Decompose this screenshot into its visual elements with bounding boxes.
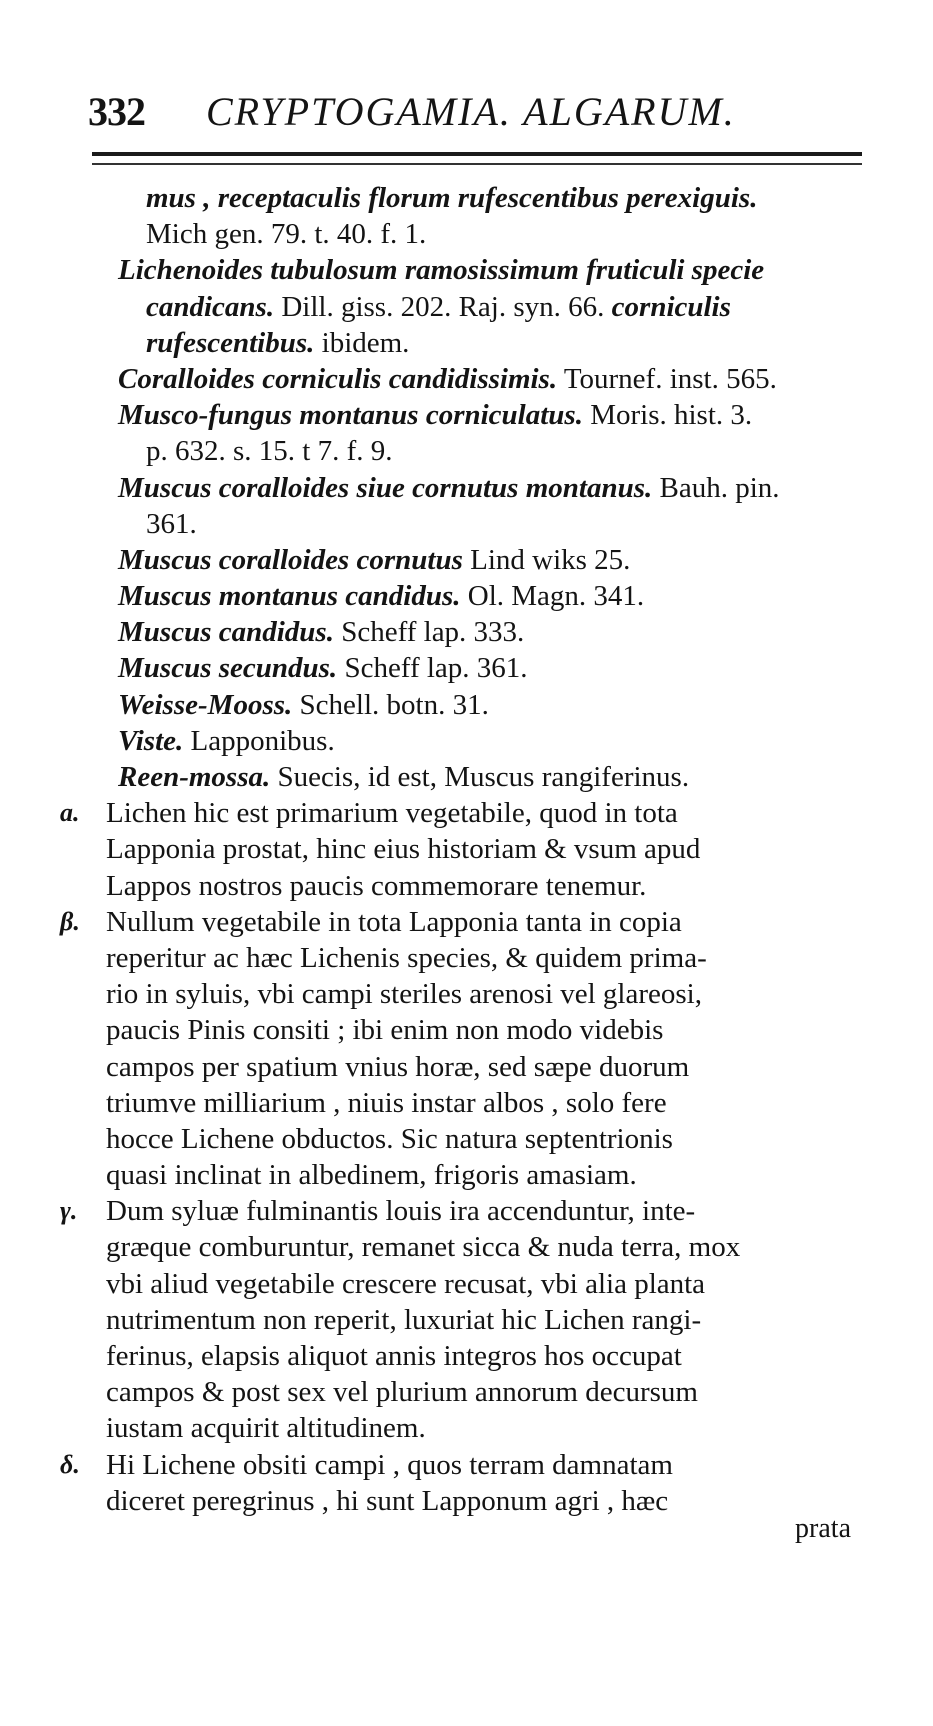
italic-text: Muscus montanus candidus. — [118, 580, 461, 613]
roman-text: p. 632. s. 15. t 7. f. 9. — [146, 435, 393, 468]
text-line — [98, 1049, 868, 1085]
italic-text: mus , receptaculis florum rufescentibus perexiguis. — [146, 182, 758, 214]
roman-text: campos & post sex vel plurium annorum decursum — [106, 1376, 698, 1409]
roman-text: rio in syluis, vbi campi steriles arenosi vel glareosi, — [106, 978, 702, 1011]
text-line — [98, 252, 868, 288]
roman-text: quasi inclinat in albedinem, frigoris amasiam. — [106, 1159, 637, 1192]
italic-text: Musco-fungus montanus corniculatus. — [118, 399, 583, 432]
roman-text: Bauh. pin. — [652, 471, 780, 504]
text-line — [98, 289, 868, 325]
text-line — [98, 216, 868, 252]
roman-text: 361. — [146, 507, 197, 540]
italic-text: Reen-mossa. — [118, 761, 271, 793]
roman-text: hocce Lichene obductos. Sic natura septentrionis — [106, 1122, 673, 1155]
roman-text: Tournef. inst. 565. — [557, 362, 777, 395]
roman-text: Lapponibus. — [183, 724, 335, 757]
text-line — [98, 868, 868, 904]
roman-text: diceret peregrinus , hi sunt Lapponum agri , hæc — [106, 1484, 669, 1517]
roman-text: paucis Pinis consiti ; ibi enim non modo videbis — [106, 1014, 664, 1047]
text-line — [98, 325, 868, 361]
page-header — [88, 86, 868, 146]
italic-text: Coralloides corniculis candidissimis. — [118, 362, 558, 395]
text-line — [98, 397, 868, 433]
text-line — [98, 433, 868, 469]
header-rule — [92, 152, 862, 156]
text-line — [98, 1229, 868, 1265]
italic-text: Muscus coralloides siue cornutus montanus. — [118, 471, 653, 504]
page-number: 332 — [88, 89, 145, 134]
text-line — [98, 650, 868, 686]
text-line — [98, 687, 868, 723]
roman-text: Ol. Magn. 341. — [460, 580, 645, 613]
italic-text: candicans. — [146, 290, 275, 323]
paragraph-marker: β. — [60, 906, 80, 936]
roman-text: Hi Lichene obsiti campi , quos terram damnatam — [106, 1448, 673, 1481]
text-line — [98, 831, 868, 867]
header-rule-thin — [92, 163, 862, 165]
roman-text: Schell. botn. 31. — [292, 688, 489, 721]
italic-text: Muscus secundus. — [118, 652, 338, 685]
text-line — [98, 1338, 868, 1374]
text-line — [98, 542, 868, 578]
text-line — [98, 1374, 868, 1410]
roman-text: iustam acquirit altitudinem. — [106, 1412, 426, 1445]
roman-text: Mich gen. 79. t. 40. f. 1. — [146, 218, 427, 251]
roman-text: reperitur ac hæc Lichenis species, & quidem prima- — [106, 941, 707, 974]
roman-text: ferinus, elapsis aliquot annis integros hos occupat — [106, 1340, 682, 1372]
roman-text: Dill. giss. 202. Raj. syn. 66. — [274, 290, 612, 323]
text-line — [98, 976, 868, 1012]
paragraph-marker: δ. — [60, 1449, 80, 1479]
roman-text: Scheff lap. 361. — [337, 652, 528, 685]
page-body — [60, 180, 868, 1519]
roman-text: nutrimentum non reperit, luxuriat hic Lichen rangi- — [106, 1303, 702, 1336]
italic-text: corniculis — [611, 290, 731, 323]
roman-text: Suecis, id est, Muscus rangiferinus. — [270, 761, 690, 793]
text-line — [98, 759, 868, 795]
text-line — [98, 1085, 868, 1121]
roman-text: Lind wiks 25. — [462, 543, 631, 576]
italic-text: Weisse-Mooss. — [118, 688, 293, 721]
text-line — [98, 1302, 868, 1338]
italic-text: Lichenoides tubulosum ramosissimum fruticuli specie — [118, 254, 765, 287]
roman-text: Lapponia prostat, hinc eius historiam & vsum apud — [106, 833, 701, 866]
text-line — [60, 1193, 868, 1229]
text-line — [98, 361, 868, 397]
text-line — [98, 1483, 868, 1519]
text-line — [98, 180, 868, 216]
italic-text: Muscus candidus. — [118, 616, 334, 649]
text-line — [98, 1157, 868, 1193]
text-line — [98, 578, 868, 614]
paragraph-marker: a. — [60, 798, 80, 828]
roman-text: græque comburuntur, remanet sicca & nuda terra, mox — [106, 1231, 741, 1264]
text-line — [98, 1266, 868, 1302]
text-line — [60, 904, 868, 940]
text-line — [98, 1121, 868, 1157]
roman-text: vbi aliud vegetabile crescere recusat, vbi alia planta — [106, 1267, 706, 1300]
roman-text: campos per spatium vnius horæ, sed sæpe duorum — [106, 1050, 690, 1083]
roman-text: Scheff lap. 333. — [333, 616, 525, 649]
roman-text: Lappos nostros paucis commemorare tenemur. — [106, 869, 647, 902]
text-line — [98, 940, 868, 976]
text-line — [60, 795, 868, 831]
roman-text: Lichen hic est primarium vegetabile, quod in tota — [106, 797, 678, 830]
catchword: prata — [795, 1513, 851, 1544]
text-line — [98, 614, 868, 650]
roman-text: Moris. hist. 3. — [582, 399, 753, 432]
roman-text: ibidem. — [314, 326, 410, 359]
running-title: CRYPTOGAMIA. ALGARUM. — [206, 89, 736, 134]
text-line — [98, 506, 868, 542]
italic-text: Viste. — [118, 724, 184, 757]
text-line — [60, 1447, 868, 1483]
text-line — [98, 470, 868, 506]
italic-text: rufescentibus. — [146, 326, 315, 359]
roman-text: triumve milliarium , niuis instar albos , solo fere — [106, 1086, 667, 1119]
paragraph-marker: γ. — [60, 1196, 78, 1226]
text-line — [98, 723, 868, 759]
roman-text: Dum syluæ fulminantis louis ira accenduntur, inte- — [106, 1195, 696, 1228]
roman-text: Nullum vegetabile in tota Lapponia tanta in copia — [106, 905, 682, 938]
text-line — [98, 1012, 868, 1048]
italic-text: Muscus coralloides cornutus — [118, 543, 463, 576]
text-line — [98, 1410, 868, 1446]
